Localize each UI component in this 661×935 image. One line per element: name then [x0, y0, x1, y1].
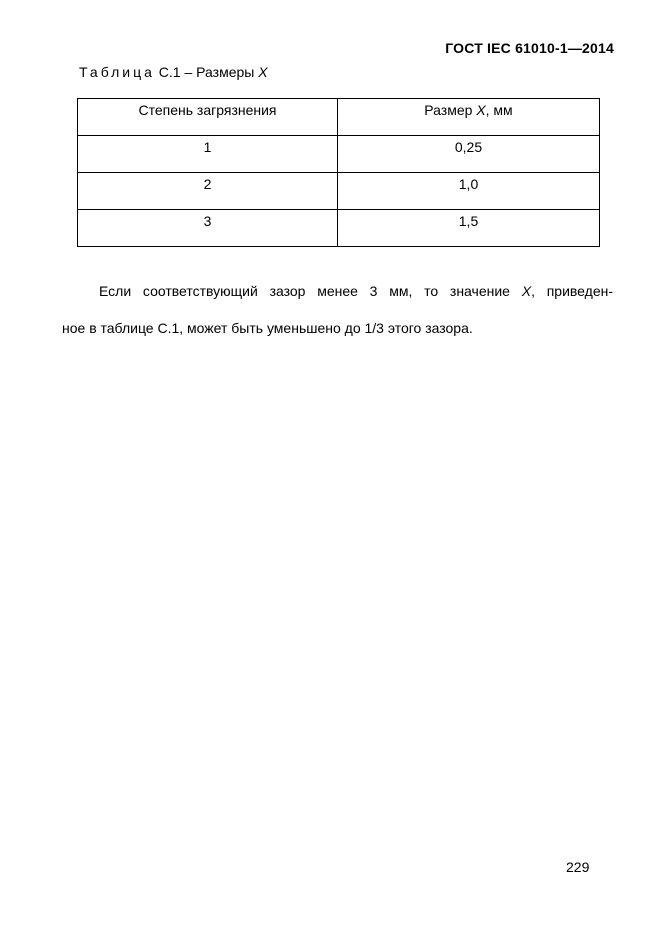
table-caption-variable: X [258, 64, 268, 80]
clearance-table [77, 98, 600, 247]
column-header-pollution-degree [78, 99, 338, 136]
paragraph-variable: X [521, 283, 532, 299]
column-header-size [338, 99, 600, 136]
cell-size: 1,0 [338, 173, 600, 210]
column-header-size-unit: , мм [485, 102, 513, 118]
table-row [78, 173, 600, 210]
cell-size: 0,25 [338, 136, 600, 173]
body-paragraph [62, 273, 613, 347]
cell-pollution-degree: 3 [78, 210, 338, 247]
column-header-pollution-degree-text: Степень загрязнения [138, 102, 277, 118]
column-header-size-text: Размер [424, 102, 477, 118]
table-row [78, 210, 600, 247]
paragraph-line-2: ное в таблице С.1, может быть уменьшено до 1/3 этого зазора. [62, 320, 473, 336]
paragraph-text-b: , приведен- [531, 283, 614, 299]
cell-size: 1,5 [338, 210, 600, 247]
table-caption-number: С.1 – Размеры [158, 64, 255, 80]
document-header-standard: ГОСТ IEC 61010-1—2014 [445, 40, 614, 56]
cell-pollution-degree: 1 [78, 136, 338, 173]
page-number: 229 [566, 859, 590, 875]
paragraph-line-1 [62, 273, 613, 310]
table-row [78, 136, 600, 173]
paragraph-text-a: Если соответствующий зазор менее 3 мм, то значение [99, 283, 510, 299]
table-header-row [78, 99, 600, 136]
table-caption-label: Таблица [79, 64, 155, 80]
cell-pollution-degree: 2 [78, 173, 338, 210]
table-caption [79, 64, 268, 80]
column-header-size-variable: X [476, 102, 486, 118]
